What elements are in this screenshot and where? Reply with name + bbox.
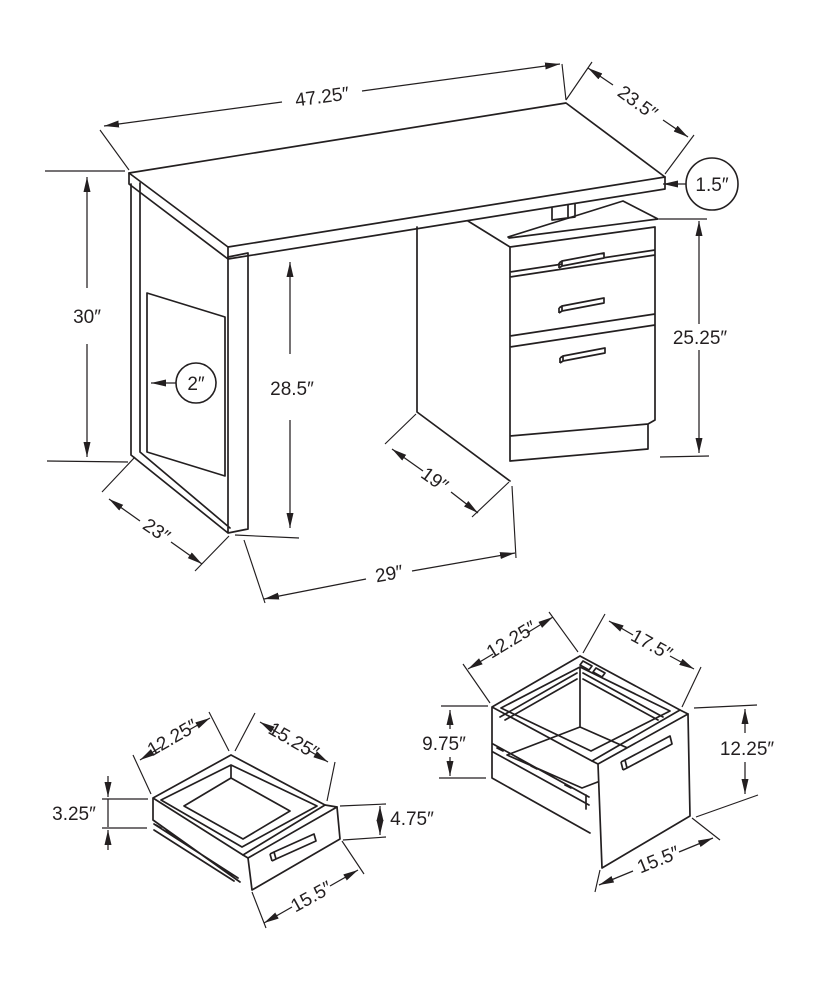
label-small-drawer-front-width: 15.5″ — [287, 877, 336, 918]
dim-clearance-width — [244, 486, 516, 603]
label-large-drawer-width: 17.5″ — [627, 625, 676, 666]
small-drawer-drawing — [52, 712, 434, 928]
dim-small-drawer-front-height — [340, 804, 434, 840]
label-cabinet-depth: 19″ — [416, 463, 452, 497]
large-drawer-front-panel — [598, 714, 690, 868]
label-top-depth: 23.5″ — [613, 81, 661, 125]
label-overall-height: 30″ — [73, 307, 101, 328]
dim-large-drawer-side-height — [422, 706, 488, 778]
dim-large-drawer-width — [583, 614, 701, 707]
label-small-drawer-depth: 12.25″ — [143, 715, 202, 761]
dim-large-drawer-front-height — [694, 705, 774, 817]
label-small-drawer-width: 15.25″ — [264, 718, 323, 764]
label-panel-depth: 23″ — [138, 514, 174, 548]
dim-large-drawer-depth — [463, 612, 578, 703]
label-large-drawer-front-height: 12.25″ — [719, 739, 775, 760]
label-large-drawer-side-height: 9.75″ — [422, 734, 466, 755]
tabletop-top-face — [129, 103, 665, 247]
dim-cabinet-height — [659, 219, 727, 457]
label-small-drawer-side-height: 3.25″ — [52, 804, 96, 825]
label-clearance-width: 29″ — [373, 561, 405, 588]
label-large-drawer-depth: 12.25″ — [483, 617, 541, 664]
label-panel-thickness: 2″ — [187, 374, 205, 395]
label-top-thickness: 1.5″ — [695, 175, 729, 196]
dim-small-drawer-side-height — [52, 776, 148, 850]
label-top-length: 47.25″ — [293, 83, 351, 112]
label-large-drawer-front-width: 15.5″ — [634, 842, 683, 879]
label-clearance-height: 28.5″ — [270, 379, 314, 400]
label-small-drawer-front-height: 4.75″ — [390, 809, 434, 830]
desk-drawing — [129, 103, 665, 533]
dim-leg-panel-thickness — [151, 363, 216, 403]
dim-desk-top-thickness — [663, 158, 738, 210]
dim-desk-height — [45, 171, 128, 462]
label-cabinet-height: 25.25″ — [672, 328, 728, 349]
dim-clearance-height — [235, 262, 314, 538]
large-drawer-drawing — [422, 612, 774, 892]
